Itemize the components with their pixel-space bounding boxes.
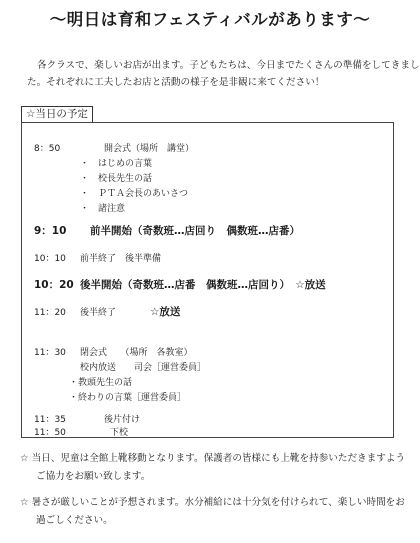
note-heat-line-2: 過ごしください。 — [36, 515, 113, 526]
schedule-box — [21, 122, 394, 438]
schedule-time: 11：35 — [34, 415, 66, 425]
note-shoes-line-1: ☆ 当日、児童は全館上靴移動となります。保護者の皆様にも上靴を持参いただきますよう — [20, 453, 406, 464]
schedule-time: 9：10 — [34, 225, 67, 237]
intro-paragraph — [27, 57, 420, 91]
schedule-heading: ☆当日の予定 — [21, 106, 93, 123]
broadcast-note: ☆放送 — [150, 306, 181, 318]
schedule-text: 閉会式 （場所 各教室） — [80, 348, 193, 358]
schedule-subitem: ・ ＰＴＡ会長のあいさつ — [80, 189, 189, 199]
schedule-subitem: 校内放送 司会［運営委員］ — [80, 363, 207, 373]
schedule-subitem: ・終わりの言葉［運営委員］ — [69, 393, 187, 403]
schedule-time: 8：50 — [34, 144, 61, 154]
schedule-text: 前半終了 後半準備 — [80, 254, 162, 264]
note-shoes-line-2: ご協力をお願い致します。 — [36, 471, 151, 482]
page-title: 〜明日は育和フェスティバルがあります〜 — [49, 10, 371, 29]
schedule-time: 10：10 — [34, 254, 66, 264]
schedule-time: 10：20 — [34, 279, 74, 291]
schedule-text: 前半開始（奇数班…店回り 偶数班…店番） — [90, 225, 300, 237]
schedule-text: 後半終了 — [80, 308, 117, 318]
schedule-time: 11：30 — [34, 348, 66, 358]
schedule-text: 開会式（場所 講堂） — [104, 144, 195, 154]
schedule-text: 下校 — [110, 428, 129, 438]
schedule-subitem: ・ 諸注意 — [80, 204, 126, 214]
schedule-subitem: ・ はじめの言葉 — [80, 159, 153, 169]
schedule-text: 後片付け — [104, 415, 141, 425]
note-heat-line-1: ☆ 暑さが厳しいことが予想されます。水分補給には十分気を付けられて、楽しい時間をお — [20, 497, 405, 508]
intro-line-1: 各クラスで、楽しいお店が出ます。子どもたちは、今日までたくさんの準備をしてきまし — [37, 60, 420, 71]
schedule-subitem: ・教頭先生の話 — [69, 378, 133, 388]
schedule-subitem: ・ 校長先生の話 — [80, 174, 153, 184]
schedule-text: 後半開始（奇数班…店番 偶数班…店回り） ☆放送 — [80, 279, 326, 291]
intro-line-2: た。それぞれに工夫したお店と活動の様子を是非観に来てください！ — [27, 77, 325, 88]
schedule-time: 11：20 — [34, 308, 66, 318]
schedule-time: 11：50 — [34, 428, 66, 438]
